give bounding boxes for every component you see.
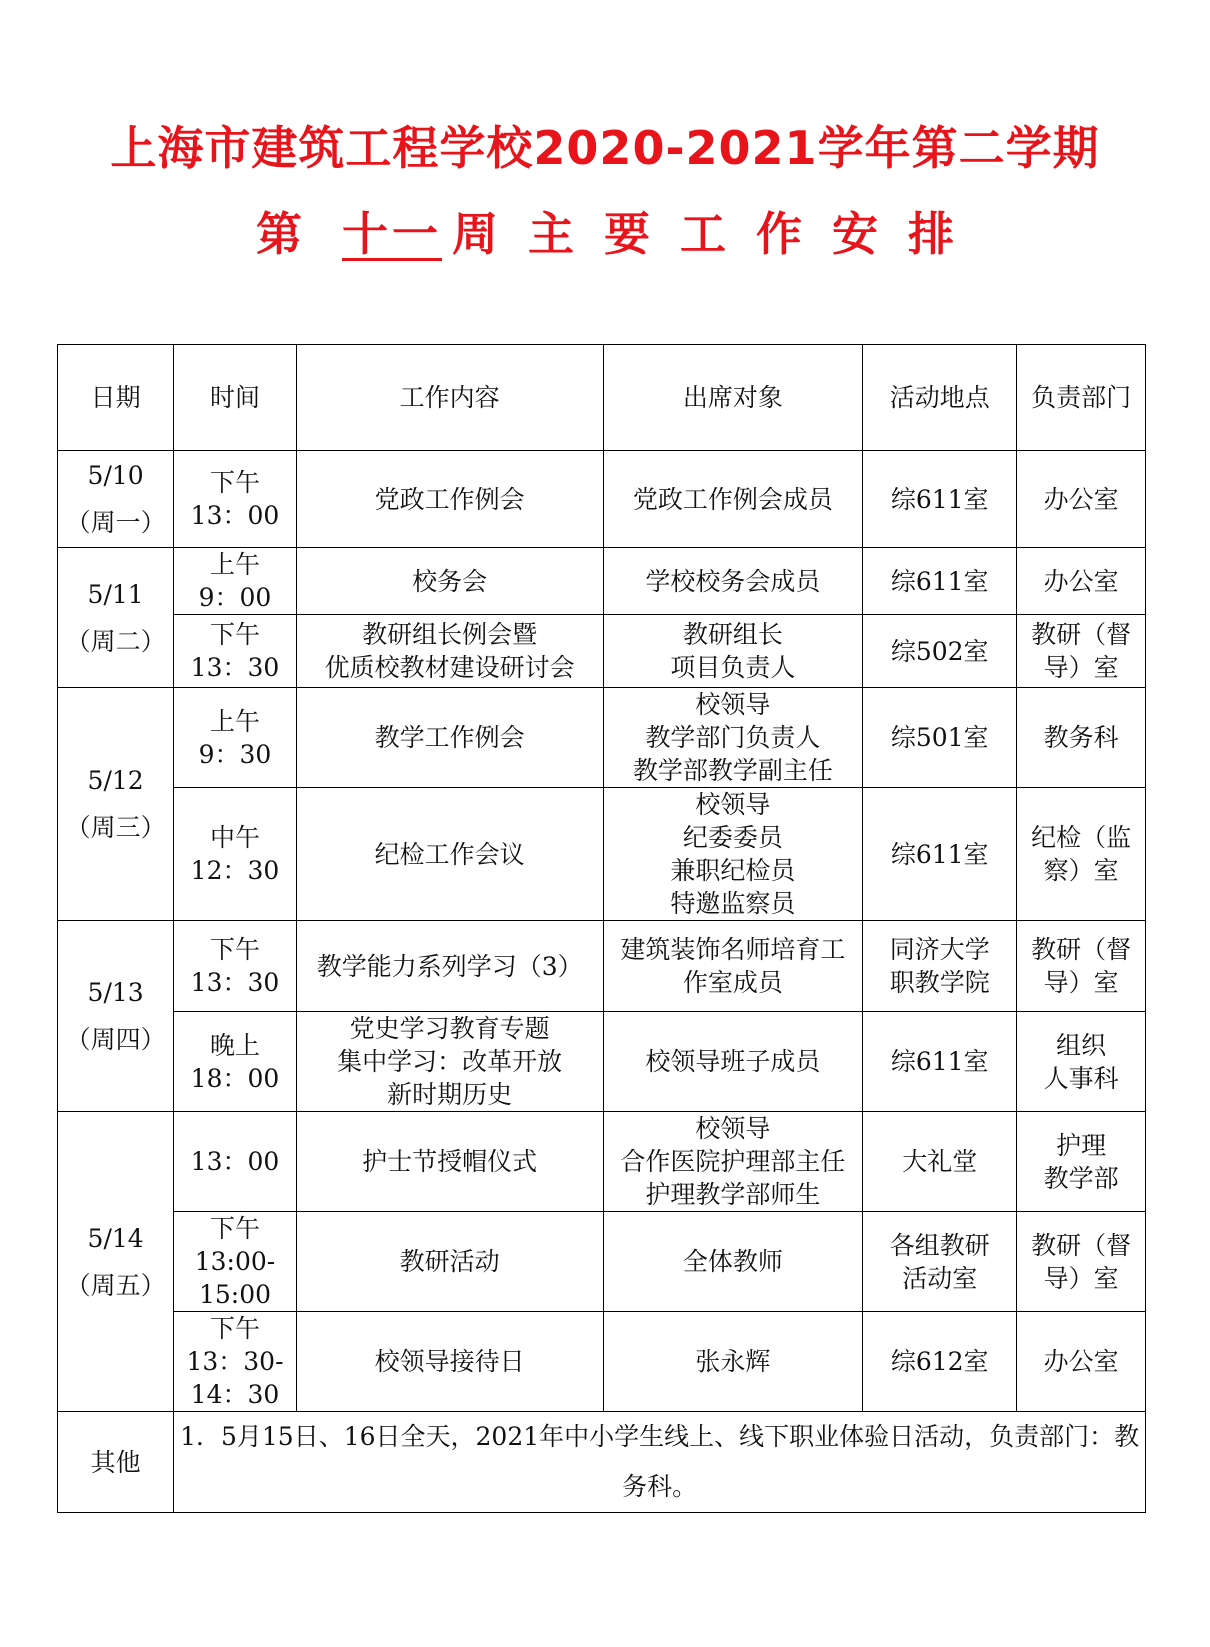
location-line: 各组教研 bbox=[889, 1230, 990, 1260]
time-cell bbox=[174, 548, 297, 615]
time-line: 13:00- bbox=[194, 1247, 276, 1276]
attendees-line: 学校校务会成员 bbox=[645, 566, 821, 596]
attendees-line: 校领导 bbox=[695, 1114, 771, 1143]
time-line: 9：30 bbox=[198, 739, 272, 769]
date-text: 5/12 bbox=[87, 766, 144, 795]
attendees-cell bbox=[603, 688, 863, 788]
time-line: 上午 bbox=[209, 706, 260, 736]
dept-cell bbox=[1017, 788, 1146, 921]
location-cell bbox=[863, 688, 1017, 788]
dept-cell bbox=[1017, 688, 1146, 788]
attendees-line: 教学部门负责人 bbox=[645, 723, 821, 752]
dept-line: 教学部 bbox=[1043, 1163, 1119, 1193]
dept-line: 组织 bbox=[1056, 1030, 1107, 1060]
attendees-cell bbox=[603, 921, 863, 1012]
dept-line: 人事科 bbox=[1043, 1063, 1119, 1093]
title-prefix: 第 bbox=[256, 207, 332, 261]
title-suffix: 周主要工作安排 bbox=[452, 207, 984, 261]
content-cell bbox=[296, 788, 603, 921]
content-line: 校领导接待日 bbox=[374, 1347, 525, 1376]
dept-line: 办公室 bbox=[1043, 1347, 1119, 1376]
table-row bbox=[58, 921, 1146, 1012]
location-cell bbox=[863, 921, 1017, 1012]
location-cell bbox=[863, 1012, 1017, 1112]
location-line: 职教学院 bbox=[889, 968, 990, 997]
time-line: 中午 bbox=[209, 823, 260, 852]
attendees-line: 特邀监察员 bbox=[670, 889, 796, 918]
time-line: 下午 bbox=[209, 1314, 260, 1343]
time-cell bbox=[174, 1012, 297, 1112]
content-line: 教学能力系列学习（3） bbox=[316, 951, 583, 981]
content-cell bbox=[296, 615, 603, 688]
dept-line: 办公室 bbox=[1043, 484, 1119, 514]
content-cell bbox=[296, 1012, 603, 1112]
content-cell bbox=[296, 1312, 603, 1412]
content-line: 党政工作例会 bbox=[374, 484, 525, 514]
other-row bbox=[58, 1412, 1146, 1513]
time-line: 晚上 bbox=[209, 1030, 260, 1060]
time-line: 13：30 bbox=[190, 968, 280, 997]
location-cell bbox=[863, 451, 1017, 548]
location-line: 综611室 bbox=[890, 484, 989, 514]
attendees-line: 纪委委员 bbox=[682, 823, 783, 852]
location-line: 综612室 bbox=[890, 1347, 989, 1376]
table-row bbox=[58, 788, 1146, 921]
time-cell bbox=[174, 921, 297, 1012]
location-line: 综502室 bbox=[890, 636, 989, 666]
header-location: 活动地点 bbox=[863, 345, 1017, 451]
content-line: 新时期历史 bbox=[387, 1080, 513, 1109]
attendees-line: 张永辉 bbox=[695, 1347, 771, 1376]
dept-line: 纪检（监 bbox=[1031, 823, 1132, 852]
time-line: 下午 bbox=[209, 935, 260, 964]
attendees-cell bbox=[603, 1312, 863, 1412]
content-cell bbox=[296, 451, 603, 548]
attendees-line: 项目负责人 bbox=[670, 653, 796, 682]
table-row bbox=[58, 1312, 1146, 1412]
attendees-line: 校领导班子成员 bbox=[645, 1047, 821, 1076]
table-row bbox=[58, 451, 1146, 548]
attendees-cell bbox=[603, 615, 863, 688]
attendees-line: 兼职纪检员 bbox=[670, 856, 796, 885]
title-line2 bbox=[0, 198, 1210, 264]
time-cell bbox=[174, 1312, 297, 1412]
attendees-line: 教研组长 bbox=[682, 620, 783, 649]
table-row bbox=[58, 1112, 1146, 1212]
dept-cell bbox=[1017, 921, 1146, 1012]
attendees-line: 教学部教学副主任 bbox=[632, 756, 833, 785]
time-cell bbox=[174, 615, 297, 688]
weekday-text: （周三） bbox=[65, 813, 166, 842]
time-line: 13：00 bbox=[190, 501, 280, 530]
time-line: 13：00 bbox=[190, 1147, 280, 1176]
attendees-cell bbox=[603, 1012, 863, 1112]
location-cell bbox=[863, 788, 1017, 921]
attendees-cell bbox=[603, 1112, 863, 1212]
content-line: 教研活动 bbox=[399, 1247, 500, 1276]
table-row bbox=[58, 1012, 1146, 1112]
date-cell bbox=[58, 451, 174, 548]
location-line: 活动室 bbox=[902, 1263, 978, 1293]
location-cell bbox=[863, 1212, 1017, 1312]
weekday-text: （周一） bbox=[65, 508, 166, 537]
table-row bbox=[58, 688, 1146, 788]
dept-cell bbox=[1017, 1212, 1146, 1312]
attendees-line: 党政工作例会成员 bbox=[632, 484, 833, 514]
attendees-line: 合作医院护理部主任 bbox=[620, 1147, 846, 1176]
location-line: 同济大学 bbox=[889, 935, 990, 964]
location-cell bbox=[863, 1312, 1017, 1412]
dept-line: 导）室 bbox=[1043, 653, 1119, 682]
location-cell bbox=[863, 615, 1017, 688]
weekday-text: （周四） bbox=[65, 1025, 166, 1054]
content-line: 优质校教材建设研讨会 bbox=[324, 653, 575, 682]
location-line: 综611室 bbox=[890, 1047, 989, 1076]
date-cell bbox=[58, 1112, 174, 1412]
header-content: 工作内容 bbox=[296, 345, 603, 451]
time-cell bbox=[174, 788, 297, 921]
time-cell bbox=[174, 1112, 297, 1212]
time-cell bbox=[174, 688, 297, 788]
date-cell bbox=[58, 548, 174, 688]
time-line: 上午 bbox=[209, 550, 260, 579]
dept-cell bbox=[1017, 1312, 1146, 1412]
table-row bbox=[58, 1212, 1146, 1312]
location-line: 大礼堂 bbox=[902, 1147, 978, 1176]
content-line: 教学工作例会 bbox=[374, 723, 525, 752]
location-cell bbox=[863, 548, 1017, 615]
dept-cell bbox=[1017, 1112, 1146, 1212]
header-date: 日期 bbox=[58, 345, 174, 451]
attendees-cell bbox=[603, 548, 863, 615]
dept-line: 护理 bbox=[1056, 1130, 1107, 1160]
attendees-line: 护理教学部师生 bbox=[645, 1180, 821, 1209]
content-cell bbox=[296, 548, 603, 615]
time-line: 14：30 bbox=[190, 1380, 280, 1409]
dept-line: 教务科 bbox=[1043, 723, 1119, 752]
attendees-cell bbox=[603, 788, 863, 921]
other-label: 其他 bbox=[58, 1412, 174, 1513]
content-cell bbox=[296, 1212, 603, 1312]
dept-line: 教研（督 bbox=[1031, 935, 1132, 964]
header-row bbox=[58, 345, 1146, 451]
dept-line: 办公室 bbox=[1043, 566, 1119, 596]
attendees-line: 建筑装饰名师培育工 bbox=[620, 935, 846, 964]
time-line: 18：00 bbox=[190, 1063, 280, 1093]
content-line: 护士节授帽仪式 bbox=[362, 1147, 538, 1176]
table-row bbox=[58, 615, 1146, 688]
dept-line: 导）室 bbox=[1043, 968, 1119, 997]
header-dept: 负责部门 bbox=[1017, 345, 1146, 451]
dept-line: 察）室 bbox=[1043, 856, 1119, 885]
date-cell bbox=[58, 688, 174, 921]
content-line: 集中学习：改革开放 bbox=[337, 1047, 563, 1076]
weekday-text: （周五） bbox=[65, 1270, 166, 1300]
content-line: 纪检工作会议 bbox=[374, 839, 525, 869]
content-cell bbox=[296, 1112, 603, 1212]
date-cell bbox=[58, 921, 174, 1112]
location-cell bbox=[863, 1112, 1017, 1212]
time-line: 下午 bbox=[209, 1214, 260, 1243]
attendees-cell bbox=[603, 451, 863, 548]
time-line: 9：00 bbox=[198, 583, 272, 612]
time-line: 下午 bbox=[209, 620, 260, 649]
dept-cell bbox=[1017, 548, 1146, 615]
dept-line: 教研（督 bbox=[1031, 1230, 1132, 1260]
location-line: 综611室 bbox=[890, 566, 989, 596]
time-line: 12：30 bbox=[190, 856, 280, 885]
content-cell bbox=[296, 921, 603, 1012]
time-line: 13：30- bbox=[186, 1347, 284, 1376]
dept-line: 教研（督 bbox=[1031, 620, 1132, 649]
time-line: 15:00 bbox=[198, 1280, 272, 1309]
date-text: 5/14 bbox=[87, 1223, 144, 1253]
attendees-line: 作室成员 bbox=[682, 968, 783, 997]
dept-cell bbox=[1017, 1012, 1146, 1112]
content-line: 校务会 bbox=[412, 566, 488, 596]
content-line: 党史学习教育专题 bbox=[349, 1014, 550, 1043]
header-attendees: 出席对象 bbox=[603, 345, 863, 451]
attendees-line: 校领导 bbox=[695, 690, 771, 719]
dept-line: 导）室 bbox=[1043, 1263, 1119, 1293]
time-cell bbox=[174, 451, 297, 548]
week-number: 十一 bbox=[342, 207, 442, 261]
weekday-text: （周二） bbox=[65, 626, 166, 656]
table-row bbox=[58, 548, 1146, 615]
date-text: 5/11 bbox=[87, 579, 144, 609]
schedule-table bbox=[57, 344, 1146, 1513]
location-line: 综611室 bbox=[890, 839, 989, 869]
dept-cell bbox=[1017, 615, 1146, 688]
title-line1: 上海市建筑工程学校2020-2021学年第二学期 bbox=[110, 121, 1100, 175]
header-time: 时间 bbox=[174, 345, 297, 451]
other-text: 1．5月15日、16日全天，2021年中小学生线上、线下职业体验日活动，负责部门：教务科。 bbox=[174, 1412, 1146, 1513]
content-cell bbox=[296, 688, 603, 788]
date-text: 5/13 bbox=[87, 978, 144, 1007]
attendees-cell bbox=[603, 1212, 863, 1312]
time-line: 下午 bbox=[209, 468, 260, 497]
location-line: 综501室 bbox=[890, 723, 989, 752]
time-cell bbox=[174, 1212, 297, 1312]
time-line: 13：30 bbox=[190, 653, 280, 682]
attendees-line: 全体教师 bbox=[682, 1247, 783, 1276]
attendees-line: 校领导 bbox=[695, 790, 771, 819]
content-line: 教研组长例会暨 bbox=[362, 620, 538, 649]
date-text: 5/10 bbox=[87, 461, 144, 490]
dept-cell bbox=[1017, 451, 1146, 548]
